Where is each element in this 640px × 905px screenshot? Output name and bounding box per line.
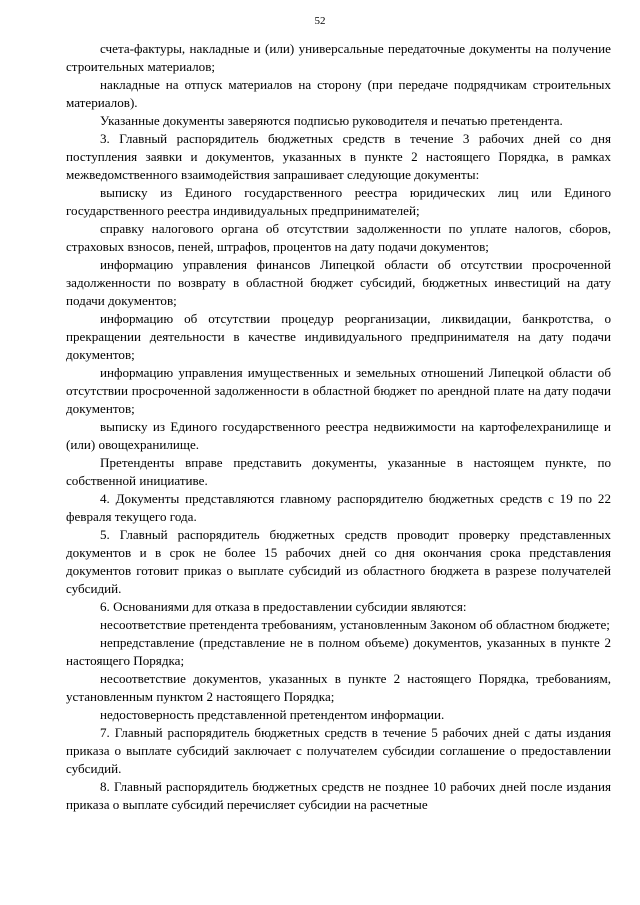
paragraph-tax-certificate: справку налогового органа об отсутствии задолженности по уплате налогов, сборов, страховых взносов, пеней, штрафов, процентов на дату подачи документов;: [66, 221, 611, 254]
paragraph-certification: Указанные документы заверяются подписью руководителя и печатью претендента.: [100, 113, 563, 128]
paragraph-own-initiative: Претенденты вправе представить документы, указанные в настоящем пункте, по собственной инициативе.: [66, 455, 611, 488]
paragraph-refusal-nonsubmission: непредставление (представление не в полном объеме) документов, указанных в пункте 2 настоящего Порядка;: [66, 635, 611, 668]
paragraph-reorganization-info: информацию об отсутствии процедур реорганизации, ликвидации, банкротства, о прекращении деятельности в качестве индивидуального предпринимателя на дату подачи документов;: [66, 311, 611, 362]
paragraph-property-info: информацию управления имущественных и земельных отношений Липецкой области об отсутствии просроченной задолженности в областной бюджет по арендной плате на дату подачи документов;: [66, 365, 611, 416]
paragraph-egrn-extract: выписку из Единого государственного реестра недвижимости на картофелехранилище и (или) овощехранилище.: [66, 419, 611, 452]
paragraph-invoices: счета-фактуры, накладные и (или) универсальные передаточные документы на получение строительных материалов;: [66, 41, 611, 74]
paragraph-clause-7: 7. Главный распорядитель бюджетных средств в течение 5 рабочих дней с даты издания приказа о выплате субсидий заключает с получателем субсидии соглашение о предоставлении субсидий.: [66, 725, 611, 776]
document-body: [66, 40, 611, 814]
paragraph-refusal-false-info: недостоверность представленной претендентом информации.: [100, 707, 445, 722]
paragraph-egrul-extract: выписку из Единого государственного реестра юридических лиц или Единого государственного реестра индивидуальных предпринимателей;: [66, 185, 611, 218]
paragraph-clause-5: 5. Главный распорядитель бюджетных средств проводит проверку представленных документов и в срок не более 15 рабочих дней со дня окончания срока представления документов готовит приказ о выплате субсидий из областного бюджета в разрезе получателей субсидий.: [66, 527, 611, 596]
paragraph-clause-3: 3. Главный распорядитель бюджетных средств в течение 3 рабочих дней со дня поступления заявки и документов, указанных в пункте 2 настоящего Порядка, в рамках межведомственного взаимодействия запрашивает следующие документы:: [66, 131, 611, 182]
paragraph-refusal-document-mismatch: несоответствие документов, указанных в пункте 2 настоящего Порядка, требованиям, установленным пунктом 2 настоящего Порядка;: [66, 671, 611, 704]
paragraph-waybills: накладные на отпуск материалов на сторону (при передаче подрядчикам строительных материалов).: [66, 77, 611, 110]
page-number: 52: [314, 15, 326, 27]
paragraph-refusal-nonconformity: несоответствие претендента требованиям, установленным Законом об областном бюджете;: [100, 617, 610, 632]
paragraph-clause-8: 8. Главный распорядитель бюджетных средств не позднее 10 рабочих дней после издания приказа о выплате субсидий перечисляет субсидии на расчетные: [66, 779, 611, 812]
paragraph-clause-6: 6. Основаниями для отказа в предоставлении субсидии являются:: [100, 599, 467, 614]
paragraph-clause-4: 4. Документы представляются главному распорядителю бюджетных средств с 19 по 22 февраля текущего года.: [66, 491, 611, 524]
paragraph-finance-info: информацию управления финансов Липецкой области об отсутствии просроченной задолженности по возврату в областной бюджет субсидий, бюджетных инвестиций на дату подачи документов;: [66, 257, 611, 308]
